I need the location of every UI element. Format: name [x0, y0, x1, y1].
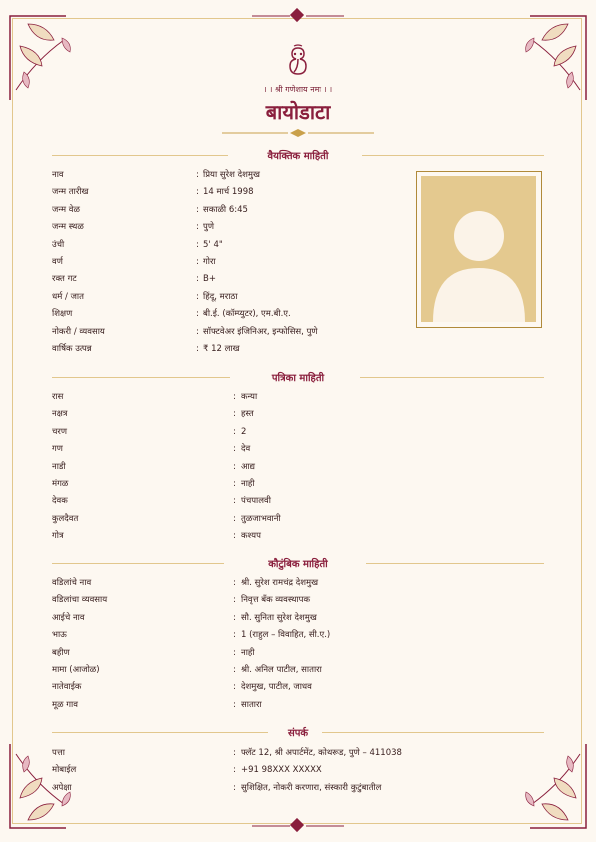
detail-row	[52, 592, 412, 609]
detail-row	[52, 271, 412, 288]
ganesha-om-icon	[282, 44, 314, 78]
section-header-contact	[52, 725, 544, 741]
section-heading	[52, 148, 544, 162]
detail-row	[52, 780, 412, 797]
detail-row	[52, 511, 412, 528]
detail-row	[52, 627, 412, 644]
detail-value: देव	[241, 444, 251, 455]
detail-value: श्री. सुरेश रामचंद्र देशमुख	[241, 578, 319, 588]
detail-value: 14 मार्च 1998	[203, 187, 254, 198]
detail-value: 1 (राहुल – विवाहित, सी.ए.)	[241, 630, 331, 641]
section-heading	[52, 370, 544, 384]
detail-separator: :	[233, 647, 236, 658]
detail-separator: :	[233, 513, 236, 524]
detail-separator: :	[196, 274, 199, 285]
detail-separator: :	[196, 291, 199, 302]
detail-value: बी.ई. (कॉम्प्युटर), एम.बी.ए.	[203, 309, 291, 320]
detail-value: नाही	[241, 479, 255, 489]
detail-row	[52, 459, 412, 476]
detail-row	[52, 254, 412, 271]
detail-value: नाही	[241, 647, 255, 658]
photo-frame	[416, 171, 542, 328]
detail-separator: :	[196, 187, 199, 198]
detail-row	[52, 219, 412, 236]
detail-separator: :	[196, 257, 199, 267]
detail-label: नक्षत्र	[52, 409, 68, 420]
detail-separator: :	[233, 496, 236, 507]
detail-row	[52, 167, 412, 184]
detail-label: अपेक्षा	[52, 782, 72, 793]
detail-row	[52, 237, 412, 254]
detail-separator: :	[196, 344, 199, 354]
detail-value: हिंदू, मराठा	[203, 291, 238, 302]
detail-label: गोत्र	[52, 531, 64, 542]
detail-value: आद्य	[241, 461, 256, 472]
section-heading	[52, 725, 544, 739]
detail-label: जन्म तारीख	[52, 187, 89, 198]
detail-row	[52, 762, 412, 779]
detail-separator: :	[233, 699, 236, 710]
detail-label: जन्म वेळ	[52, 204, 80, 215]
detail-label: चरण	[52, 426, 68, 437]
detail-separator: :	[233, 782, 236, 793]
detail-separator: :	[233, 444, 236, 455]
detail-row	[52, 202, 412, 219]
detail-value: सातारा	[241, 699, 262, 710]
detail-separator: :	[196, 170, 199, 180]
detail-label: उंची	[52, 239, 65, 250]
detail-separator: :	[196, 222, 199, 233]
detail-value: निवृत्त बँक व्यवस्थापक	[241, 595, 310, 606]
detail-row	[52, 610, 412, 627]
detail-value: कन्या	[241, 392, 258, 402]
detail-row	[52, 306, 412, 323]
person-avatar-icon	[421, 176, 536, 322]
detail-value: कश्यप	[241, 531, 261, 542]
detail-value: गोरा	[203, 257, 216, 267]
detail-label: वडिलांचे नाव	[52, 578, 92, 588]
detail-value: सॉफ्टवेअर इंजिनिअर, इन्फोसिस, पुणे	[203, 326, 318, 337]
detail-value: पंचपालवी	[241, 496, 271, 507]
detail-separator: :	[196, 204, 199, 215]
detail-separator: :	[233, 630, 236, 641]
detail-row	[52, 289, 412, 306]
detail-value: सकाळी 6:45	[203, 204, 248, 215]
bottom-ornament-icon	[0, 818, 596, 834]
detail-separator: :	[233, 392, 236, 402]
detail-value: सौ. सुनिता सुरेश देशमुख	[241, 612, 317, 623]
detail-row	[52, 645, 412, 662]
detail-value: सुशिक्षित, नोकरी करणारा, संस्कारी कुटुंबातील	[241, 782, 382, 793]
section-heading-text: संपर्क	[282, 728, 314, 739]
detail-row	[52, 662, 412, 679]
detail-value: हस्त	[241, 409, 254, 420]
detail-label: मोबाईल	[52, 765, 77, 776]
detail-label: शिक्षण	[52, 309, 73, 320]
detail-label: वार्षिक उत्पन्न	[52, 344, 92, 354]
detail-separator: :	[233, 531, 236, 542]
section-heading-text: कौटुंबिक माहिती	[262, 559, 334, 570]
section-heading	[52, 556, 544, 570]
detail-label: रक्त गट	[52, 274, 77, 285]
detail-row	[52, 389, 412, 406]
detail-row	[52, 424, 412, 441]
detail-value: फ्लॅट 12, श्री अपार्टमेंट, कोथरूड, पुणे – 411038	[241, 748, 402, 758]
detail-separator: :	[233, 748, 236, 758]
detail-label: जन्म स्थळ	[52, 222, 84, 233]
detail-label: नाडी	[52, 461, 66, 472]
detail-separator: :	[233, 595, 236, 606]
page-title: बायोडाटा	[265, 100, 331, 124]
detail-separator: :	[233, 612, 236, 623]
detail-row	[52, 697, 412, 714]
detail-row	[52, 341, 412, 358]
detail-row	[52, 528, 412, 545]
detail-label: आईचे नाव	[52, 612, 85, 623]
corner-leaf-bottom-right-icon	[520, 744, 590, 834]
detail-separator: :	[233, 665, 236, 675]
detail-row	[52, 441, 412, 458]
detail-label: मंगळ	[52, 479, 69, 489]
detail-label: नाव	[52, 170, 64, 180]
detail-row	[52, 406, 412, 423]
section-heading-text: वैयक्तिक माहिती	[262, 151, 335, 162]
detail-value: श्री. अनिल पाटील, सातारा	[241, 665, 322, 675]
detail-label: धर्म / जात	[52, 291, 84, 302]
detail-value: ₹ 12 लाख	[203, 344, 240, 354]
detail-row	[52, 745, 412, 762]
detail-label: मामा (आजोळ)	[52, 665, 100, 675]
detail-value: 5' 4"	[203, 239, 223, 250]
detail-label: बहीण	[52, 647, 70, 658]
detail-value: प्रिया सुरेश देशमुख	[203, 170, 260, 180]
detail-label: वडिलांचा व्यवसाय	[52, 595, 108, 606]
detail-row	[52, 476, 412, 493]
detail-row	[52, 575, 412, 592]
detail-value: देशमुख, पाटील, जाधव	[241, 682, 312, 693]
detail-separator: :	[233, 682, 236, 693]
detail-separator: :	[233, 409, 236, 420]
detail-label: वर्ण	[52, 257, 63, 267]
section-header-family	[52, 556, 544, 572]
detail-value: पुणे	[203, 222, 214, 233]
detail-label: गण	[52, 444, 63, 455]
detail-label: रास	[52, 392, 64, 402]
detail-separator: :	[233, 461, 236, 472]
detail-separator: :	[233, 479, 236, 489]
detail-value: B+	[203, 274, 216, 285]
detail-value: तुळजाभवानी	[241, 513, 281, 524]
detail-label: नोकरी / व्यवसाय	[52, 326, 105, 337]
section-heading-text: पत्रिका माहिती	[266, 373, 330, 384]
detail-label: मूळ गाव	[52, 699, 78, 710]
detail-separator: :	[196, 326, 199, 337]
detail-separator: :	[233, 426, 236, 437]
detail-value: +91 98XXX XXXXX	[241, 765, 322, 776]
title-divider-icon	[222, 128, 374, 138]
detail-row	[52, 493, 412, 510]
detail-label: कुलदैवत	[52, 513, 79, 524]
detail-row	[52, 324, 412, 341]
detail-separator: :	[233, 765, 236, 776]
detail-separator: :	[233, 578, 236, 588]
detail-label: देवक	[52, 496, 68, 507]
detail-separator: :	[196, 309, 199, 320]
detail-row	[52, 184, 412, 201]
photo-placeholder	[421, 176, 536, 322]
detail-label: भाऊ	[52, 630, 67, 641]
top-ornament-icon	[0, 8, 596, 24]
detail-label: नातेवाईक	[52, 682, 82, 693]
mantra-text: । । श्री गणेशाय नमः । ।	[263, 85, 333, 94]
detail-row	[52, 679, 412, 696]
detail-separator: :	[196, 239, 199, 250]
section-header-horoscope	[52, 370, 544, 386]
detail-label: पत्ता	[52, 748, 65, 758]
detail-value: 2	[241, 426, 247, 437]
section-header-personal	[52, 148, 544, 164]
